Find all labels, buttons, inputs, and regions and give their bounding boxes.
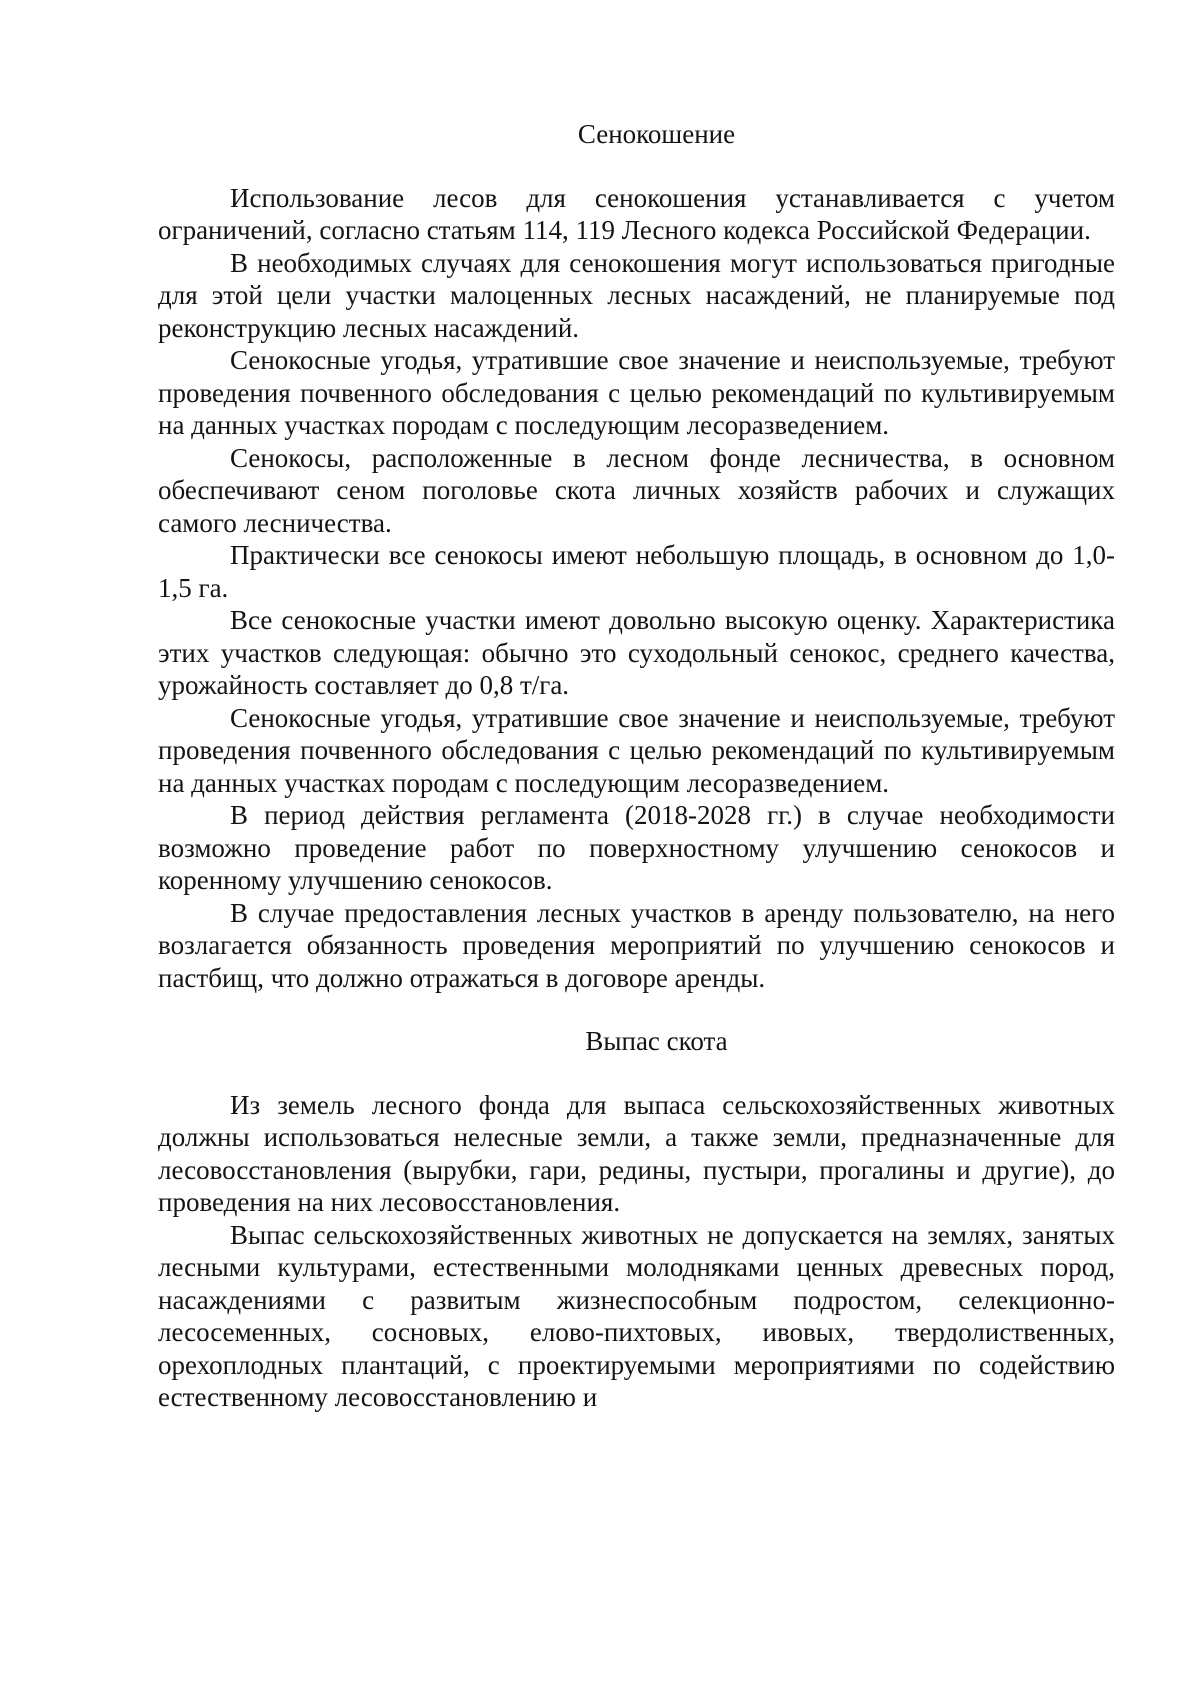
paragraph: Использование лесов для сенокошения устанавливается с учетом ограничений, согласно статьям 114, 119 Лесного кодекса Российской Федерации.: [158, 182, 1115, 245]
paragraph: В период действия регламента (2018-2028 гг.) в случае необходимости возможно проведение работ по поверхностному улучшению сенокосов и коренному улучшению сенокосов.: [158, 800, 1115, 895]
spacer: [158, 994, 1115, 1025]
page-content: [158, 118, 1115, 1414]
paragraph: В случае предоставления лесных участков в аренду пользователю, на него возлагается обязанность проведения мероприятий по улучшению сенокосов и пастбищ, что должно отражаться в договоре аренды.: [158, 897, 1115, 993]
paragraph-continued: Выпас сельскохозяйственных животных не допускается на землях, занятых лесными культурами, естественными молодняками ценных древесных пород, насаждениями с развитым жизнеспособным подростом, селекционно-лесосеменных, сосновых, елово-пихтовых, ивовых, твердолиственных, орехоплодных плантаций, с проектируемыми мероприятиями по содействию естественному лесовосстановлению и: [158, 1219, 1115, 1412]
paragraph: Сенокосные угодья, утратившие свое значение и неиспользуемые, требуют проведения почвенного обследования с целью рекомендаций по культивируемым на данных участках породам с последующим лесоразведением.: [158, 345, 1115, 440]
spacer: [158, 151, 1115, 182]
section-title-haymaking: Сенокошение: [577, 119, 736, 149]
paragraph: В необходимых случаях для сенокошения могут использоваться пригодные для этой цели участки малоценных лесных насаждений, не планируемые под реконструкцию лесных насаждений.: [158, 247, 1115, 343]
paragraph: Из земель лесного фонда для выпаса сельскохозяйственных животных должны использоваться нелесные земли, а также земли, предназначенные для лесовосстановления (вырубки, гари, редины, пустыри, прогалины и другие), до проведения на них лесовосстановления.: [158, 1089, 1115, 1217]
paragraph: Практически все сенокосы имеют небольшую площадь, в основном до 1,0-1,5 га.: [158, 540, 1115, 603]
spacer: [158, 1058, 1115, 1089]
paragraph: Сенокосы, расположенные в лесном фонде лесничества, в основном обеспечивают сеном поголовье скота личных хозяйств рабочих и служащих самого лесничества.: [158, 442, 1115, 538]
paragraph: Все сенокосные участки имеют довольно высокую оценку. Характеристика этих участков следующая: обычно это суходольный сенокос, среднего качества, урожайность составляет до 0,8 т/га.: [158, 605, 1115, 700]
section-title-grazing: Выпас скота: [585, 1026, 728, 1056]
paragraph: Сенокосные угодья, утратившие свое значение и неиспользуемые, требуют проведения почвенного обследования с целью рекомендаций по культивируемым на данных участках породам с последующим лесоразведением.: [158, 702, 1115, 798]
